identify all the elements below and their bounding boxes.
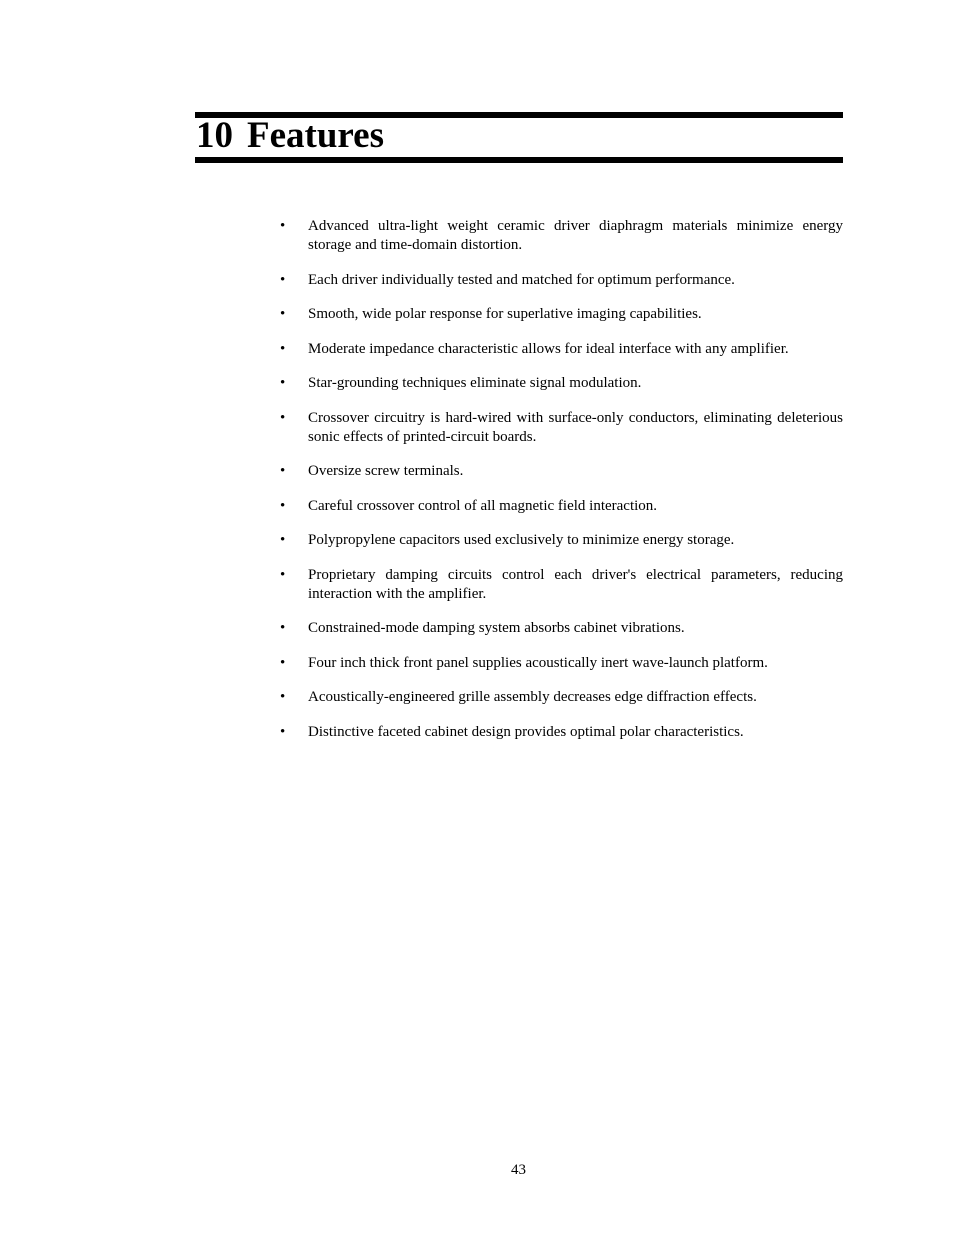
- feature-text: Proprietary damping circuits control each driver's electrical parameters, reducing interaction with the amplifier.: [308, 566, 843, 602]
- feature-text: Crossover circuitry is hard-wired with surface-only conductors, eliminating deleterious sonic effects of printed-circuit boards.: [308, 409, 843, 445]
- page-number: 43: [511, 1162, 526, 1178]
- bullet-icon: •: [280, 409, 286, 426]
- section-number: 10: [196, 115, 233, 156]
- feature-text: Moderate impedance characteristic allows for ideal interface with any amplifier.: [308, 340, 789, 357]
- feature-item: [280, 409, 843, 447]
- feature-item: [280, 688, 843, 707]
- bullet-icon: •: [280, 306, 286, 322]
- feature-text: Star-grounding techniques eliminate signal modulation.: [308, 375, 642, 391]
- feature-text: Advanced ultra-light weight ceramic driver diaphragm materials minimize energy storage and time-domain distortion.: [308, 218, 843, 253]
- bullet-icon: •: [280, 218, 286, 234]
- feature-item: [280, 271, 843, 290]
- feature-text: Careful crossover control of all magnetic field interaction.: [308, 497, 658, 514]
- bullet-icon: •: [280, 375, 286, 391]
- section-title: Features: [247, 115, 384, 156]
- feature-item: [280, 217, 843, 255]
- feature-item: [280, 531, 843, 550]
- section-heading: [196, 114, 384, 158]
- feature-item: [280, 723, 843, 742]
- feature-text: Distinctive faceted cabinet design provides optimal polar characteristics.: [308, 723, 744, 740]
- feature-text: Smooth, wide polar response for superlative imaging capabilities.: [308, 306, 702, 322]
- bullet-icon: •: [280, 689, 286, 705]
- bullet-icon: •: [280, 620, 286, 636]
- heading-rule-bottom: [195, 157, 843, 163]
- feature-text: Each driver individually tested and matched for optimum performance.: [308, 271, 735, 288]
- feature-text: Polypropylene capacitors used exclusively to minimize energy storage.: [308, 532, 735, 548]
- feature-item: [280, 340, 843, 359]
- bullet-icon: •: [280, 463, 286, 479]
- feature-text: Oversize screw terminals.: [308, 463, 464, 479]
- feature-item: [280, 619, 843, 638]
- feature-item: [280, 566, 843, 604]
- feature-list: [280, 217, 843, 757]
- feature-text: Constrained-mode damping system absorbs cabinet vibrations.: [308, 620, 685, 636]
- feature-text: Acoustically-engineered grille assembly decreases edge diffraction effects.: [308, 689, 757, 705]
- bullet-icon: •: [280, 654, 286, 671]
- feature-item: [280, 374, 843, 393]
- feature-item: [280, 305, 843, 324]
- feature-item: [280, 462, 843, 481]
- feature-item: [280, 497, 843, 516]
- bullet-icon: •: [280, 723, 286, 740]
- bullet-icon: •: [280, 566, 286, 583]
- feature-item: [280, 654, 843, 673]
- bullet-icon: •: [280, 497, 286, 514]
- bullet-icon: •: [280, 532, 286, 548]
- feature-text: Four inch thick front panel supplies acoustically inert wave-launch platform.: [308, 654, 768, 671]
- bullet-icon: •: [280, 340, 286, 357]
- bullet-icon: •: [280, 271, 286, 288]
